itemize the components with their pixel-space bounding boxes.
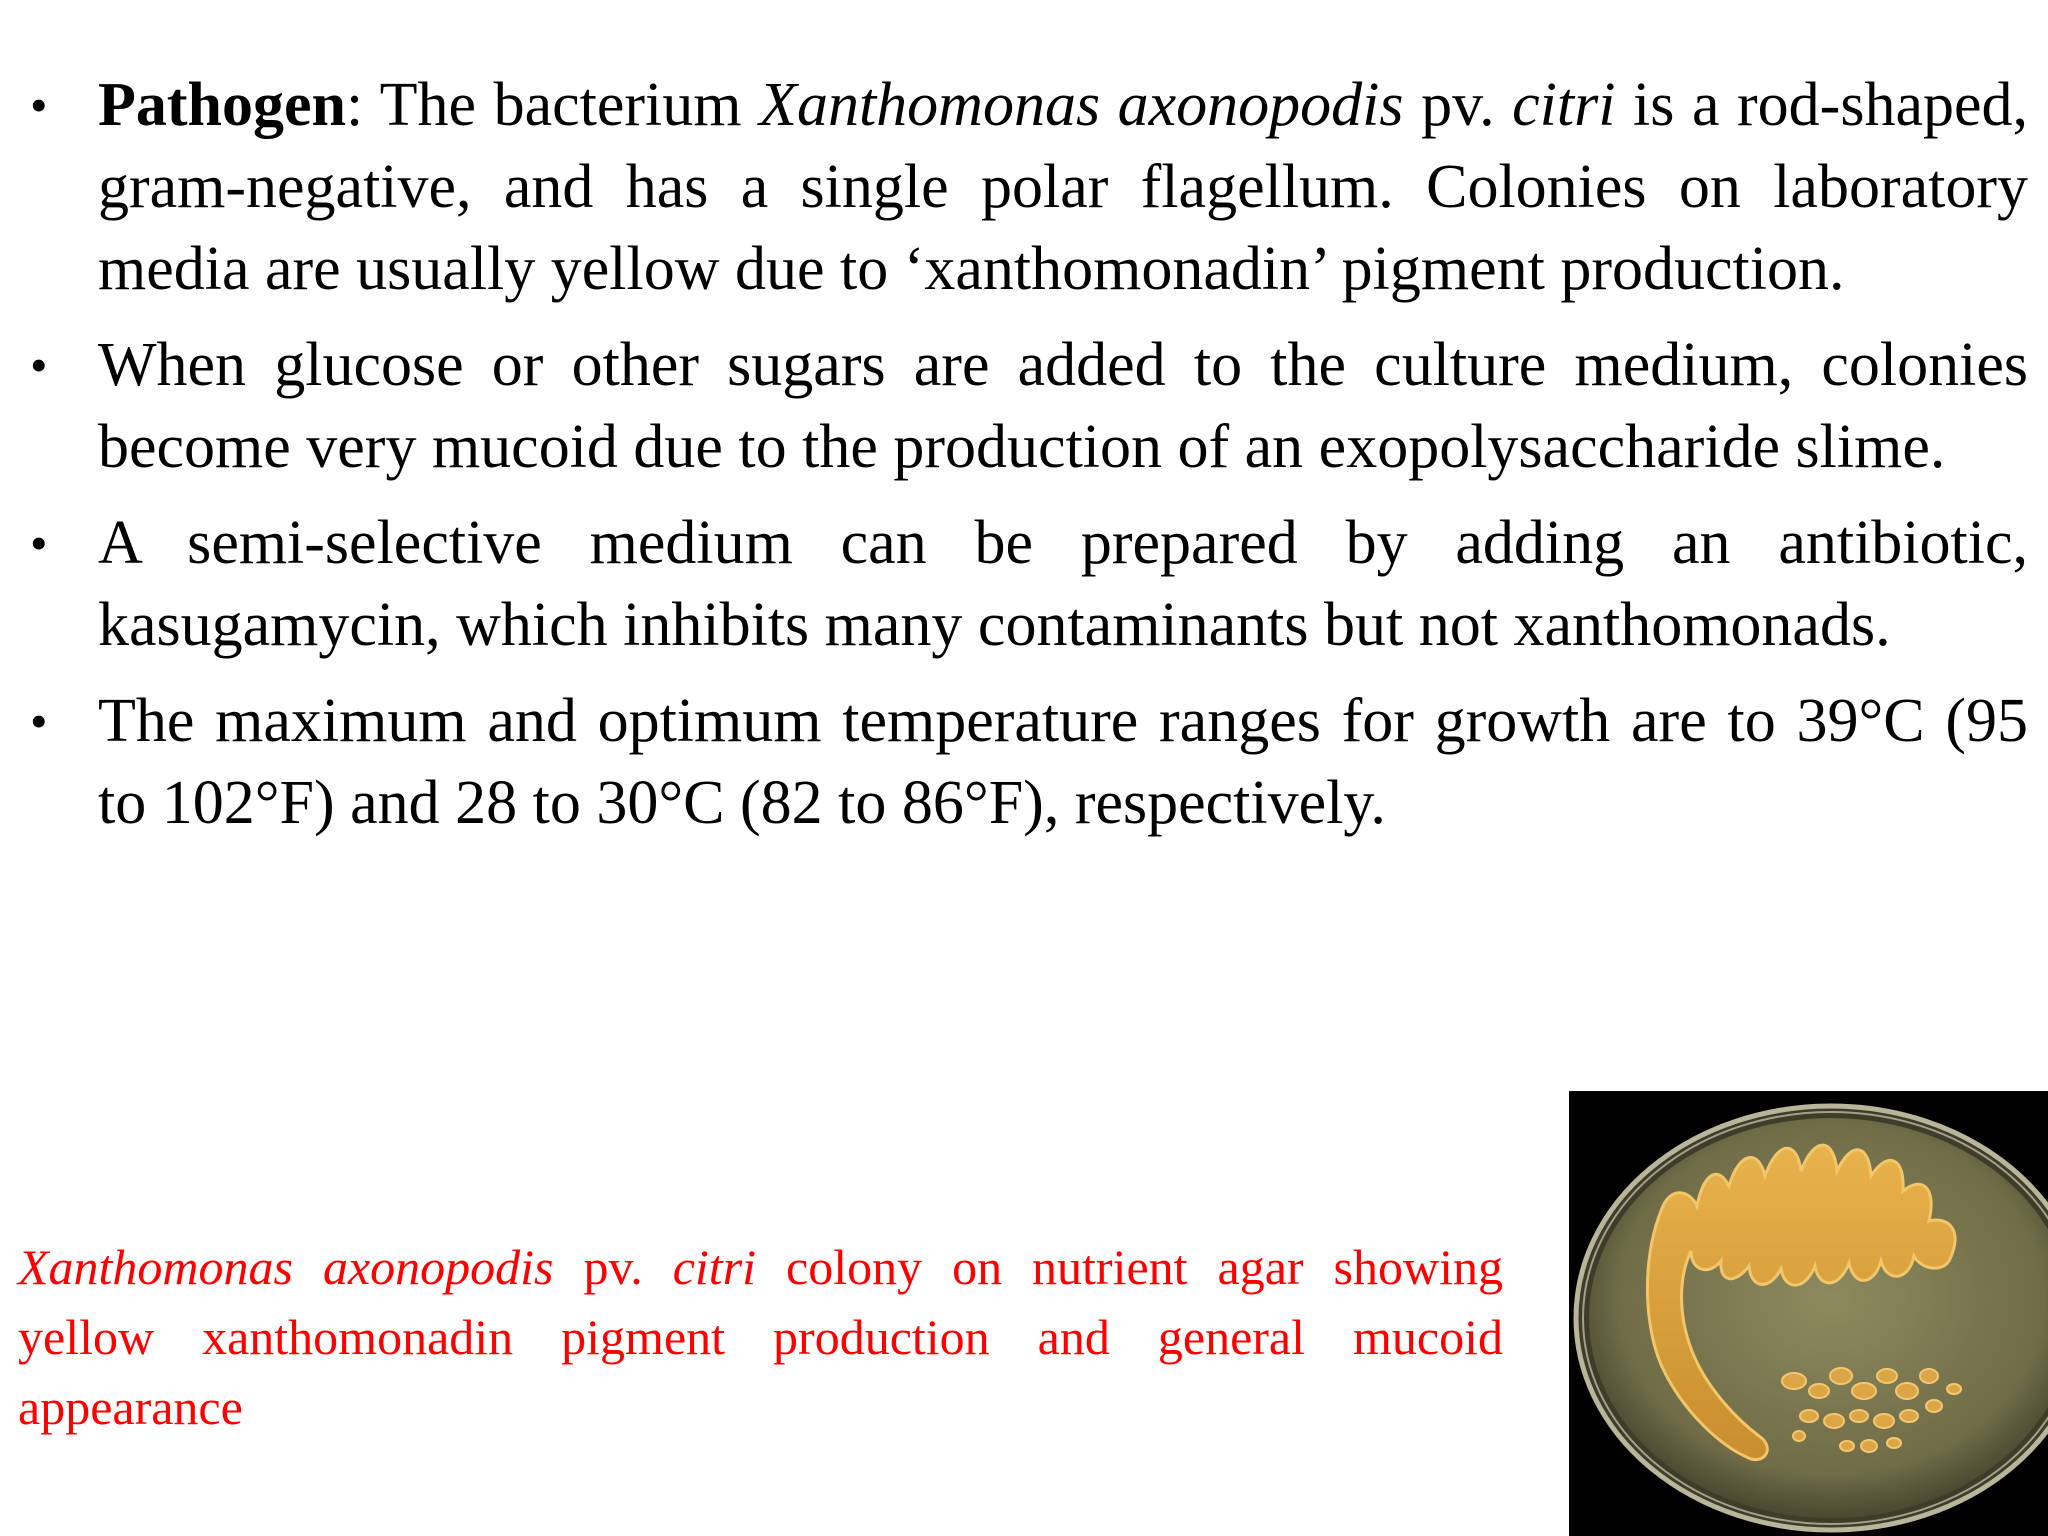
bullet-medium	[0, 502, 2048, 666]
caption-species: Xanthomonas axonopodis	[18, 1239, 554, 1295]
figure-caption	[18, 1232, 1503, 1442]
species-name: Xanthomonas axonopodis	[759, 71, 1404, 139]
pathogen-heading: Pathogen	[98, 71, 346, 139]
caption-pathovar: citri	[672, 1239, 757, 1295]
caption-text-b: colony on nutrient agar showing yellow xanthomonadin pigment production and general mucoid appearance	[18, 1239, 1503, 1435]
pathogen-text-a: : The bacterium	[346, 71, 760, 139]
pathogen-text-b: pv.	[1403, 71, 1513, 139]
medium-text: A semi-selective medium can be prepared by adding an antibiotic, kasugamycin, which inhibits many contaminants but not xanthomonads.	[98, 509, 2028, 659]
bullet-pathogen	[0, 64, 2048, 310]
bullet-marker: •	[30, 77, 48, 133]
bullet-temperature	[0, 680, 2048, 844]
caption-text-a: pv.	[553, 1239, 673, 1295]
bullet-marker: •	[30, 693, 48, 749]
pathogen-text-c: is a rod-shaped, gram-negative, and has a single polar flagellum. Colonies on laboratory media are usually yellow due to ‘xanthomonadin’ pigment production.	[98, 71, 2028, 303]
pathovar-name: citri	[1512, 71, 1616, 139]
petri-dish-illustration	[1569, 1091, 2048, 1536]
bullet-list	[0, 64, 2048, 858]
glucose-text: When glucose or other sugars are added to the culture medium, colonies become very mucoid due to the production of an exopolysaccharide slime.	[98, 331, 2028, 481]
temperature-text: The maximum and optimum temperature ranges for growth are to 39°C (95 to 102°F) and 28 to 30°C (82 to 86°F), respectively.	[98, 687, 2028, 837]
bullet-glucose	[0, 324, 2048, 488]
bullet-marker: •	[30, 515, 48, 571]
petri-dish-photo	[1569, 1091, 2048, 1536]
bullet-marker: •	[30, 337, 48, 393]
